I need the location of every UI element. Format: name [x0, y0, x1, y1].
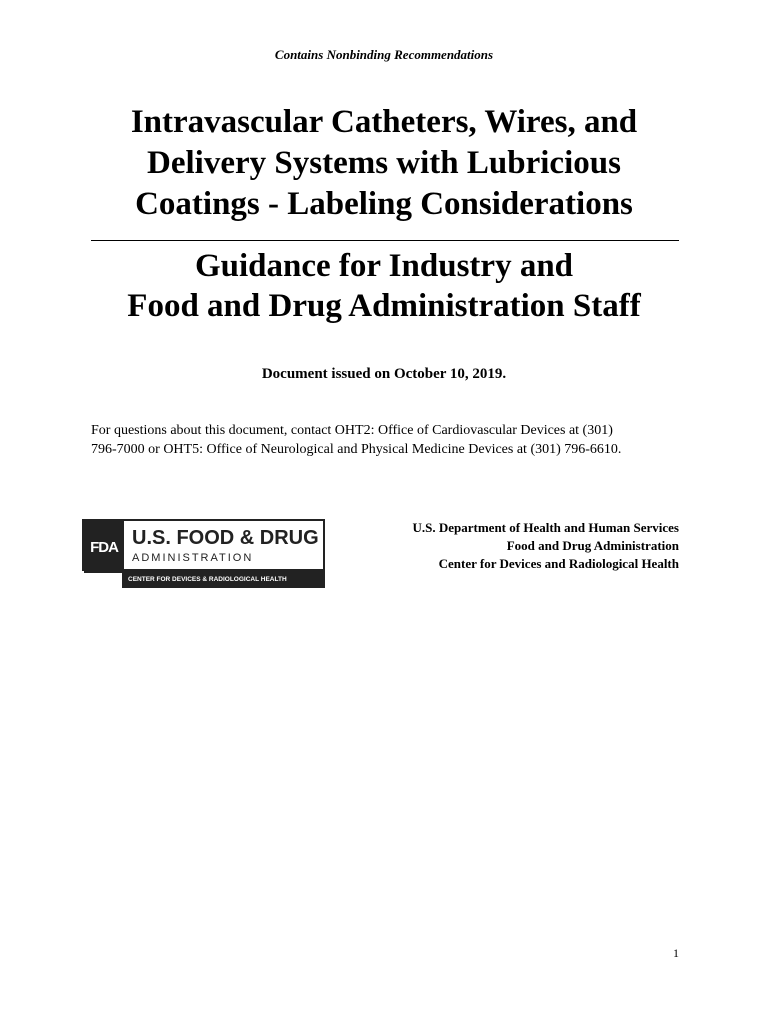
fda-mark: FDA	[84, 521, 124, 573]
agency-line: Food and Drug Administration	[506, 538, 679, 553]
logo-agency-name: U.S. FOOD & DRUG	[132, 527, 319, 549]
logo-administration: ADMINISTRATION	[132, 552, 254, 564]
issue-date: Document issued on October 10, 2019.	[261, 366, 507, 382]
title-line: Delivery Systems with Lubricious	[147, 145, 621, 181]
document-subtitle	[60, 246, 708, 326]
contact-line: For questions about this document, contact OHT2: Office of Cardiovascular Devices at (301)	[91, 423, 613, 438]
contact-line: 796-7000 or OHT5: Office of Neurological and Physical Medicine Devices at (301) 796-6610.	[91, 442, 622, 457]
nonbinding-header: Contains Nonbinding Recommendations	[274, 47, 494, 62]
logo-center-band: CENTER FOR DEVICES & RADIOLOGICAL HEALTH	[122, 571, 325, 588]
agency-line: U.S. Department of Health and Human Services	[412, 520, 679, 535]
title-line: Coatings - Labeling Considerations	[135, 186, 633, 222]
logo-frame	[82, 519, 325, 571]
fda-logo	[82, 519, 325, 588]
subtitle-line: Food and Drug Administration Staff	[127, 288, 641, 324]
page-number: 1	[673, 946, 679, 960]
contact-paragraph	[91, 421, 691, 459]
agency-block	[360, 519, 679, 573]
subtitle-line: Guidance for Industry and	[194, 248, 574, 284]
title-line: Intravascular Catheters, Wires, and	[130, 104, 638, 140]
title-divider	[91, 240, 679, 241]
document-title	[60, 102, 708, 225]
agency-line: Center for Devices and Radiological Health	[438, 556, 679, 571]
